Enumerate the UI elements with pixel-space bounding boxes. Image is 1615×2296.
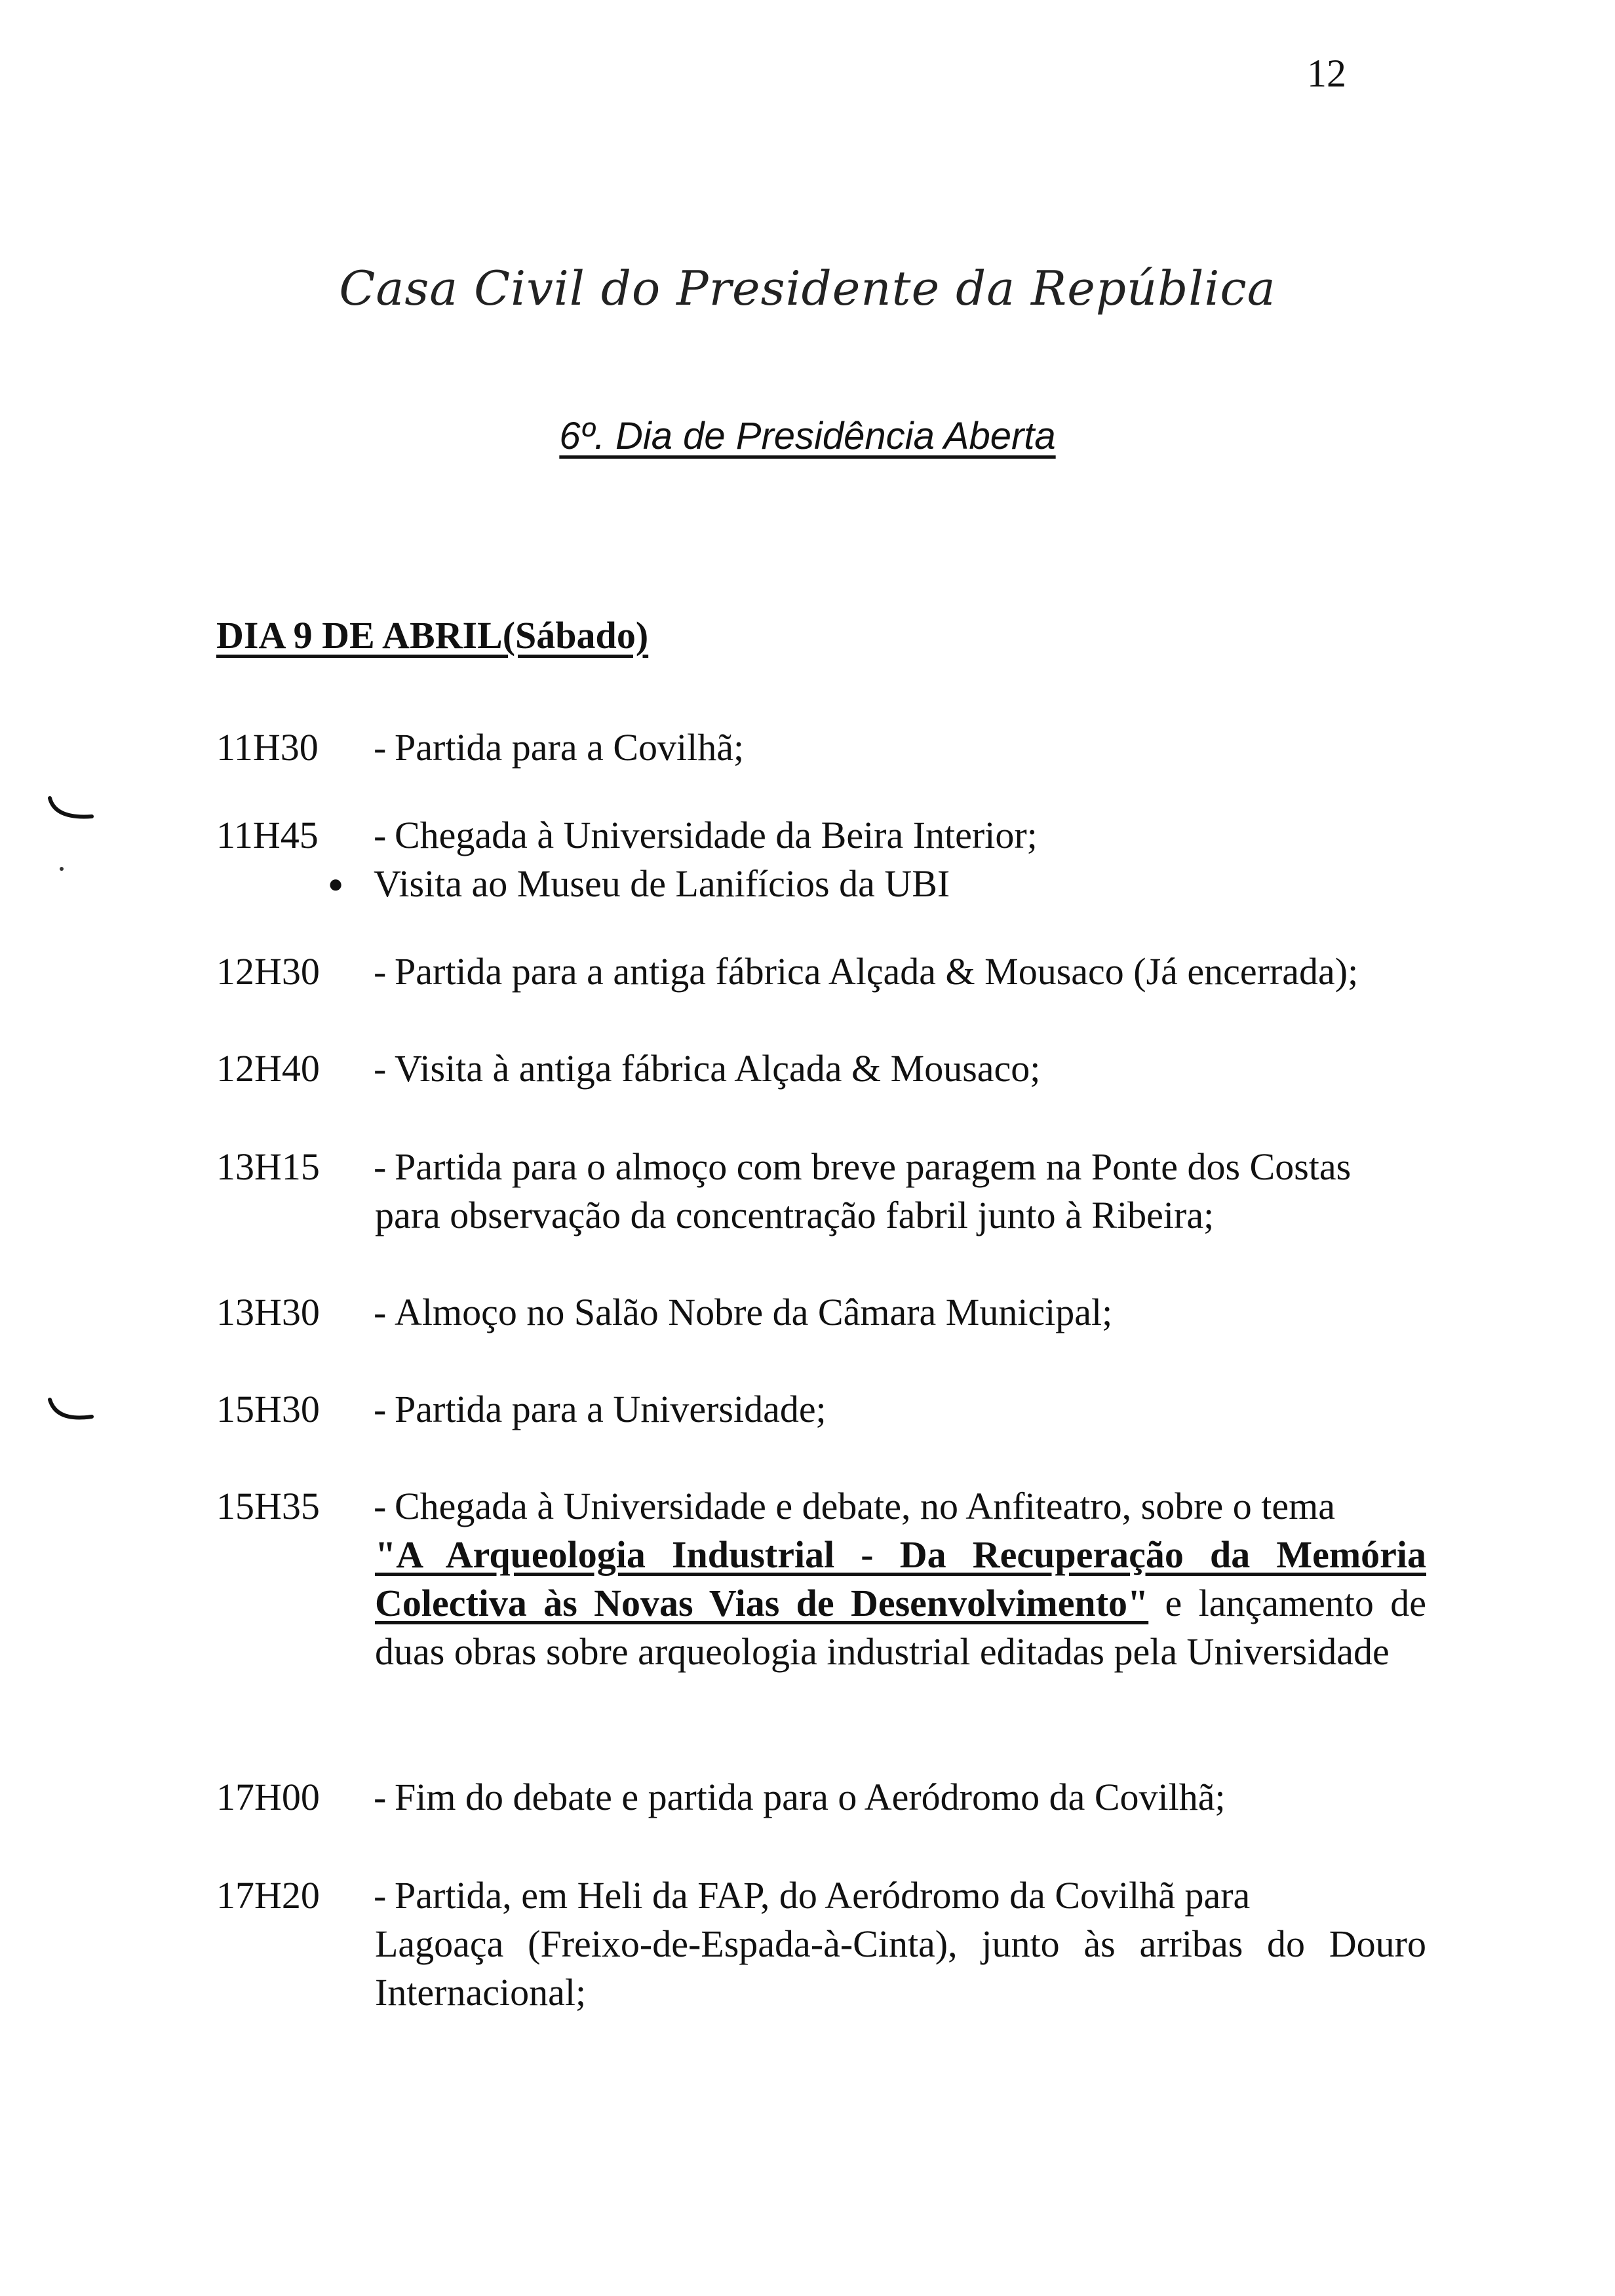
entry-text: Visita à antiga fábrica Alçada & Mousaco; (395, 1047, 1041, 1090)
entry-time: 13H15 (216, 1145, 320, 1188)
schedule-entry: 17H20 - Partida, em Heli da FAP, do Aeródromo da Covilhã para (216, 1871, 1250, 1920)
schedule-entry: 13H30 - Almoço no Salão Nobre da Câmara Municipal; (216, 1288, 1112, 1337)
schedule-entry: 11H45 - Chegada à Universidade da Beira Interior; (216, 811, 1038, 860)
schedule-entry: 12H30 - Partida para a antiga fábrica Alçada & Mousaco (Já encerrada); (216, 947, 1358, 996)
entry-time: 12H30 (216, 950, 320, 993)
day-title: DIA 9 DE ABRIL(Sábado) (216, 614, 649, 657)
schedule-entry: 12H40 - Visita à antiga fábrica Alçada & Mousaco; (216, 1044, 1040, 1093)
entry-text: Partida, em Heli da FAP, do Aeródromo da Covilhã para (395, 1874, 1251, 1917)
bullet-item (328, 860, 950, 908)
schedule-entry: 13H15 - Partida para o almoço com breve paragem na Ponte dos Costas (216, 1143, 1351, 1191)
margin-tick-mark (46, 793, 98, 832)
entry-text-continued (375, 1531, 1426, 1676)
margin-tick-mark (46, 1393, 98, 1432)
letterhead: Casa Civil do Presidente da República (339, 261, 1276, 316)
entry-text-continued: Lagoaça (Freixo-de-Espada-à-Cinta), junto às arribas do Douro Internacional; (375, 1923, 1426, 2014)
entry-time: 17H20 (216, 1874, 320, 1917)
schedule-entry: 17H00 - Fim do debate e partida para o Aeródromo da Covilhã; (216, 1773, 1226, 1822)
margin-dot (58, 865, 66, 873)
page-number: 12 (1307, 52, 1346, 95)
entry-time: 11H45 (216, 814, 319, 856)
entry-time: 15H30 (216, 1388, 320, 1430)
entry-time: 15H35 (216, 1485, 320, 1527)
schedule-entry: 11H30 - Partida para a Covilhã; (216, 723, 744, 772)
entry-text: Partida para a antiga fábrica Alçada & Mousaco (Já encerrada); (395, 950, 1359, 993)
entry-text: Partida para a Universidade; (395, 1388, 827, 1430)
schedule-entry: 15H30 - Partida para a Universidade; (216, 1385, 827, 1434)
bullet-text: Visita ao Museu de Lanifícios da UBI (374, 862, 950, 905)
entry-text-continued: para observação da concentração fabril junto à Ribeira; (375, 1194, 1215, 1236)
entry-text-tail: e lançamento de duas obras sobre arqueologia industrial editadas pela Universidade (375, 1582, 1426, 1673)
document-subtitle: 6º. Dia de Presidência Aberta (559, 415, 1056, 457)
entry-text: Fim do debate e partida para o Aeródromo da Covilhã; (395, 1776, 1226, 1818)
bullet-dot-icon: ● (328, 869, 344, 898)
debate-theme: "A Arqueologia Industrial - Da Recuperação da Memória Colectiva às Novas Vias de Desenvolvimento" (375, 1533, 1426, 1624)
entry-time: 11H30 (216, 726, 319, 769)
entry-time: 13H30 (216, 1291, 320, 1333)
entry-time: 12H40 (216, 1047, 320, 1090)
entry-text: Almoço no Salão Nobre da Câmara Municipal; (395, 1291, 1113, 1333)
entry-text: Partida para a Covilhã; (395, 726, 745, 769)
entry-time: 17H00 (216, 1776, 320, 1818)
schedule-entry: 15H35 - Chegada à Universidade e debate, no Anfiteatro, sobre o tema (216, 1482, 1335, 1531)
entry-text: Chegada à Universidade e debate, no Anfiteatro, sobre o tema (395, 1485, 1335, 1527)
entry-text: Chegada à Universidade da Beira Interior; (395, 814, 1038, 856)
entry-text: Partida para o almoço com breve paragem na Ponte dos Costas (395, 1145, 1352, 1188)
